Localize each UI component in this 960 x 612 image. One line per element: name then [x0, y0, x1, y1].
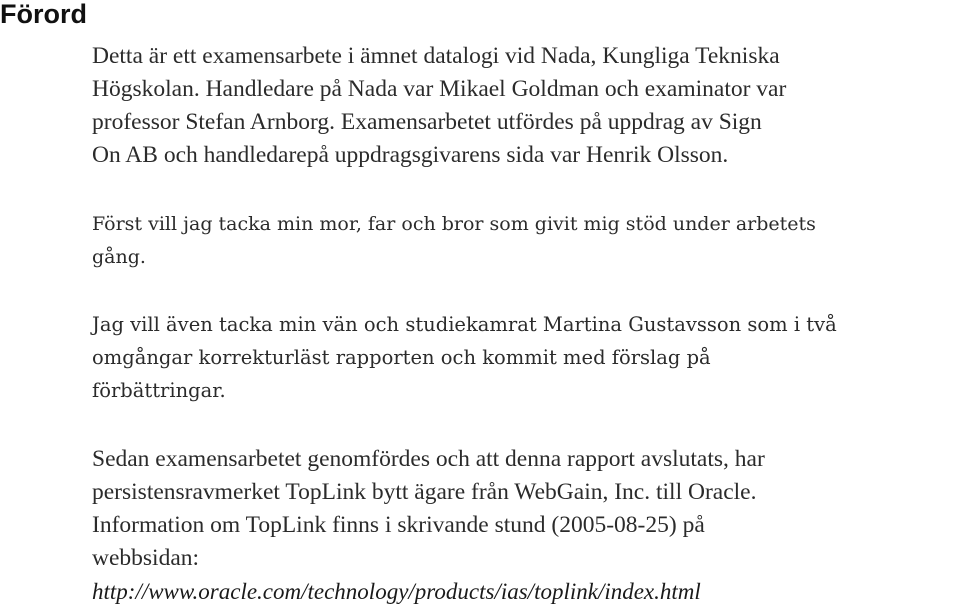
- paragraph-intro: [92, 40, 956, 172]
- paragraph-line: Sedan examensarbetet genomfördes och att denna rapport avslutats, har: [92, 446, 765, 472]
- paragraph-line: omgångar korrekturläst rapporten och kommit med förslag på: [92, 346, 711, 369]
- paragraph-toplink: [92, 443, 956, 608]
- paragraph-line: Högskolan. Handledare på Nada var Mikael Goldman och examinator var: [92, 76, 787, 102]
- paragraph-line: webbsidan:: [92, 545, 200, 571]
- paragraph-line: professor Stefan Arnborg. Examensarbetet utfördes på uppdrag av Sign: [92, 109, 762, 135]
- paragraph-line: gång.: [92, 246, 146, 268]
- paragraph-line: On AB och handledarepå uppdragsgivarens sida var Henrik Olsson.: [92, 142, 729, 168]
- paragraph-line: förbättringar.: [92, 379, 226, 402]
- paragraph-line: Information om TopLink finns i skrivande stund (2005-08-25) på: [92, 512, 705, 538]
- paragraph-thanks-friend: [92, 308, 956, 407]
- paragraph-line: Först vill jag tacka min mor, far och bror som givit mig stöd under arbetets: [92, 213, 816, 235]
- toplink-url-link[interactable]: http://www.oracle.com/technology/products/ias/toplink/index.html: [92, 579, 701, 604]
- paragraph-line: Jag vill även tacka min vän och studiekamrat Martina Gustavsson som i två: [92, 313, 837, 336]
- paragraph-line: Detta är ett examensarbete i ämnet datalogi vid Nada, Kungliga Tekniska: [92, 43, 780, 69]
- paragraph-thanks-family: [92, 208, 956, 274]
- paragraph-line: persistensravmerket TopLink bytt ägare från WebGain, Inc. till Oracle.: [92, 479, 757, 505]
- page-title: Förord: [0, 0, 87, 29]
